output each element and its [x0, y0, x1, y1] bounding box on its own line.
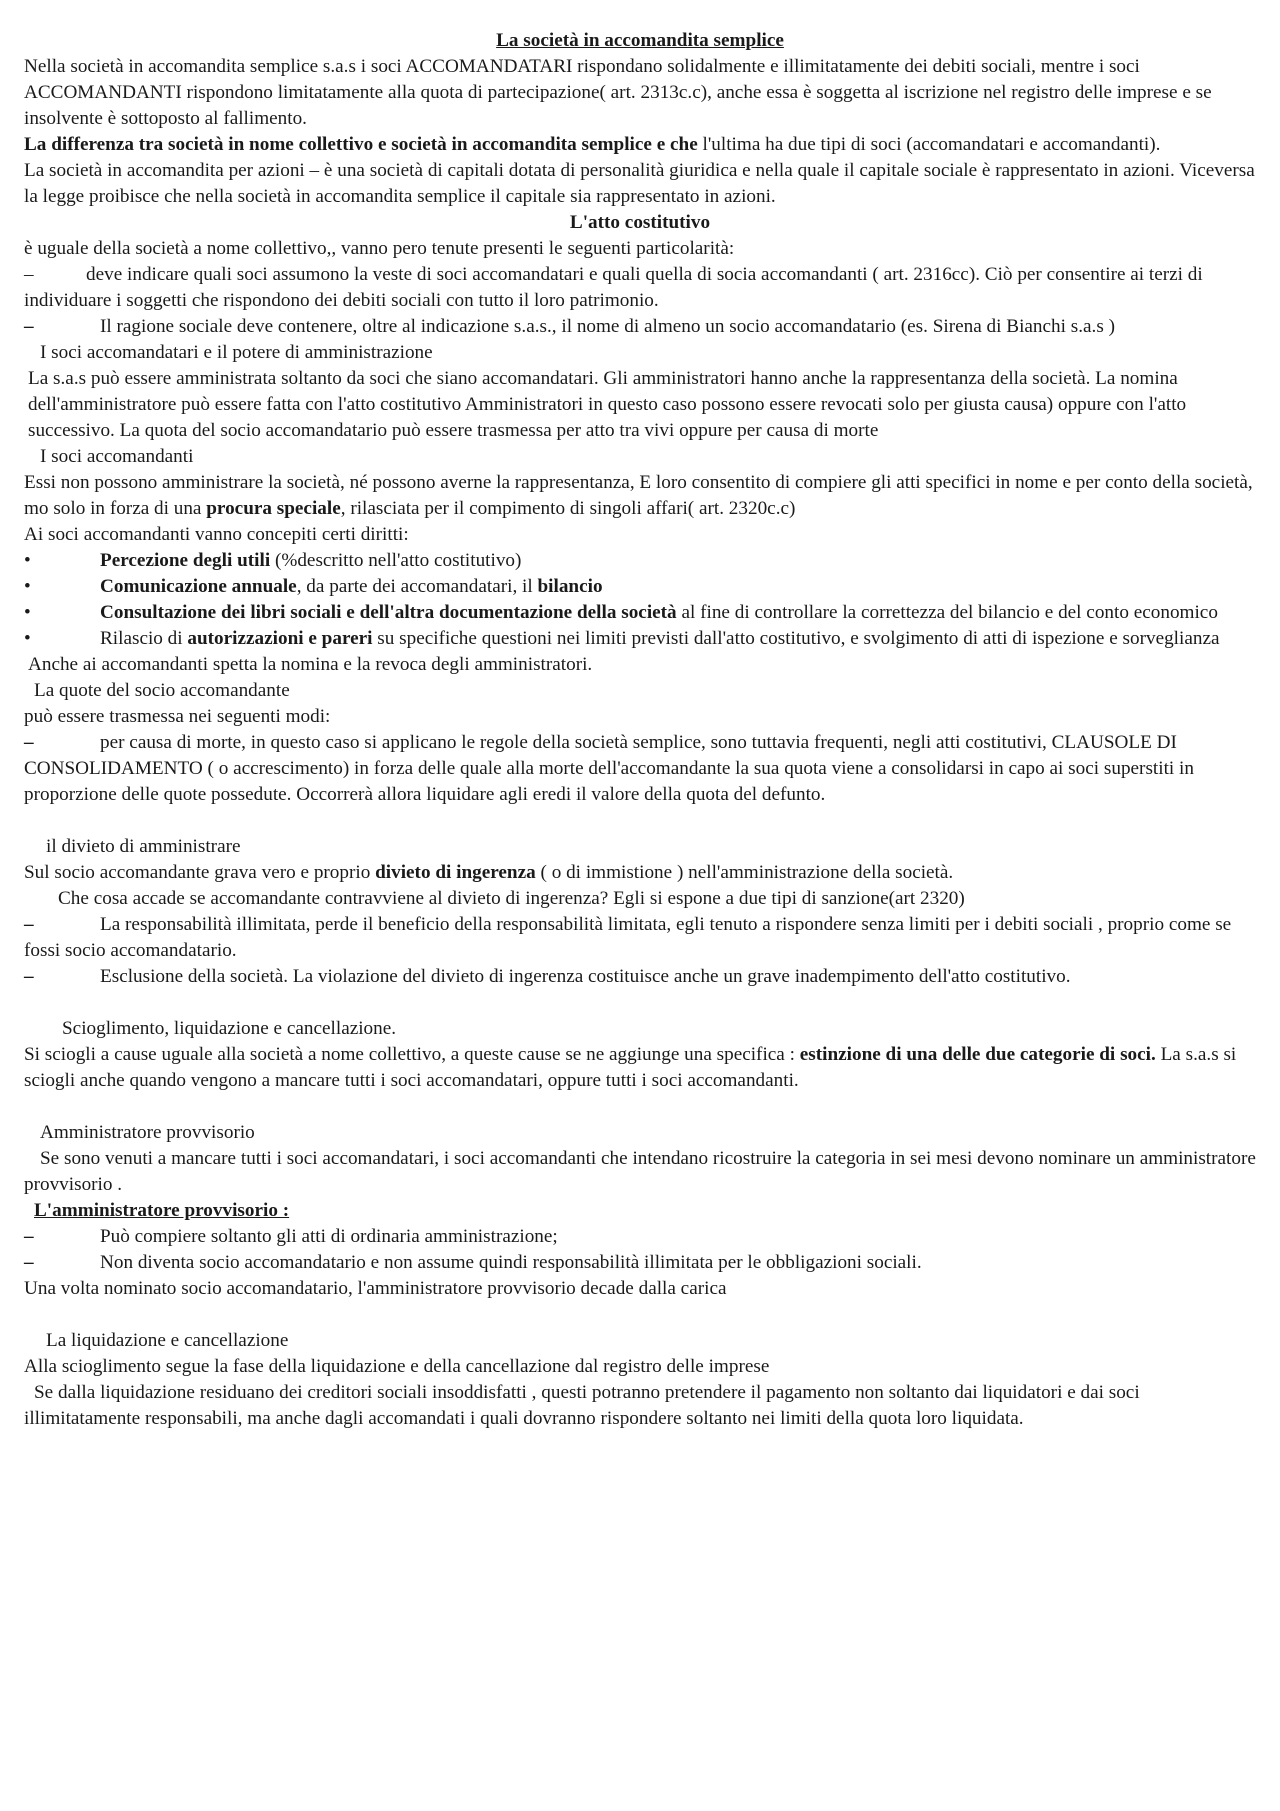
bullet-marker: •	[24, 602, 31, 623]
scioglimento-text	[24, 1042, 1256, 1094]
right-2-bold: Comunicazione annuale	[100, 576, 297, 597]
provvisorio-text: Se sono venuti a mancare tutti i soci accomandatari, i soci accomandanti che intendano ricostruire la categoria in sei mesi devono nominare un amministratore provvisorio .	[24, 1148, 1256, 1195]
spacer	[24, 808, 1256, 834]
right-4-pre: Rilascio di	[100, 628, 188, 649]
quote-item-text: per causa di morte, in questo caso si applicano le regole della società semplice, sono tuttavia frequenti, negli atti costitutivi, CLAUSOLE DI CONSOLIDAMENTO ( o accrescimento) in forza delle quale alla morte dell'accomandante la sua quota viene a consolidarsi in capo ai soci superstiti in proporzione delle quote possedute. Occorrerà allora liquidare agli eredi il valore della quota del defunto.	[24, 732, 1194, 805]
scioglimento-text-a: Si sciogli a cause uguale alla società a nome collettivo, a queste cause se ne aggiunge una specifica :	[24, 1044, 800, 1065]
provvisorio-closing: Una volta nominato socio accomandatario, l'amministratore provvisorio decade dalla carica	[24, 1278, 727, 1299]
bullet-marker: •	[24, 550, 31, 571]
provvisorio-subheading: L'amministratore provvisorio :	[34, 1200, 290, 1221]
divieto-question: Che cosa accade se accomandante contravviene al divieto di ingerenza? Egli si espone a due tipi di sanzione(art 2320)	[58, 888, 965, 909]
bullet-marker: •	[24, 576, 31, 597]
divieto-text	[24, 860, 1256, 886]
provvisorio-item-1	[24, 1224, 1256, 1250]
nomina-text: Anche ai accomandanti spetta la nomina e la revoca degli amministratori.	[28, 654, 593, 675]
difference-bold: La differenza tra società in nome collettivo e società in accomandita semplice e che	[24, 134, 698, 155]
divieto-text-b: ( o di immistione ) nell'amministrazione della società.	[535, 862, 954, 883]
spacer	[24, 1302, 1256, 1328]
rights-intro: Ai soci accomandanti vanno concepiti certi diritti:	[24, 524, 409, 545]
dash-marker: –	[24, 966, 34, 987]
quote-intro: può essere trasmessa nei seguenti modi:	[24, 706, 331, 727]
document-title: La società in accomandita semplice	[496, 30, 784, 51]
dash-marker: –	[24, 914, 34, 935]
right-4-bold: autorizzazioni e pareri	[187, 628, 373, 649]
right-1-bold: Percezione degli utili	[100, 550, 271, 571]
sanction-item-1	[24, 912, 1256, 964]
divieto-heading: il divieto di amministrare	[46, 836, 241, 857]
scioglimento-heading: Scioglimento, liquidazione e cancellazione.	[62, 1018, 397, 1039]
accomandanti-text-a: Essi non possono amministrare la società, né possono averne la rappresentanza, E loro consentito di compiere gli atti specifici in nome e per conto della società, mo solo in forza di una	[24, 472, 1253, 519]
atto-intro: è uguale della società a nome collettivo,, vanno pero tenute presenti le seguenti particolarità:	[24, 238, 735, 259]
spacer	[24, 990, 1256, 1016]
right-3-rest: al fine di controllare la correttezza del bilancio e del conto economico	[676, 602, 1218, 623]
bullet-marker: •	[24, 628, 31, 649]
atto-item-2	[24, 314, 1256, 340]
accomandanti-text	[24, 470, 1256, 522]
right-item-3	[24, 600, 1256, 626]
provvisorio-item-1-text: Può compiere soltanto gli atti di ordinaria amministrazione;	[100, 1226, 558, 1247]
sanction-2-text: Esclusione della società. La violazione del divieto di ingerenza costituisce anche un grave inadempimento dell'atto costitutivo.	[100, 966, 1071, 987]
accomandanti-heading: I soci accomandanti	[40, 446, 194, 467]
dash-marker: –	[24, 316, 34, 337]
atto-item-2-text: Il ragione sociale deve contenere, oltre al indicazione s.a.s., il nome di almeno un socio accomandatario (es. Sirena di Bianchi s.a.s )	[100, 316, 1115, 337]
quote-heading: La quote del socio accomandante	[34, 680, 290, 701]
dash-marker: –	[24, 264, 34, 285]
liquidazione-text-2: Se dalla liquidazione residuano dei creditori sociali insoddisfatti , questi potranno pretendere il pagamento non soltanto dai liquidatori e dai soci illimitatamente responsabili, ma anche dagli accomandati i quali dovranno rispondere soltanto nei limiti della quota loro liquidata.	[24, 1382, 1140, 1429]
divieto-bold: divieto di ingerenza	[375, 862, 536, 883]
atto-item-1	[24, 262, 1256, 314]
liquidazione-heading: La liquidazione e cancellazione	[46, 1330, 289, 1351]
provvisorio-item-2-text: Non diventa socio accomandatario e non assume quindi responsabilità illimitata per le obbligazioni sociali.	[100, 1252, 922, 1273]
dash-marker: –	[24, 1252, 34, 1273]
quote-item	[24, 730, 1256, 808]
dash-marker: –	[24, 732, 34, 753]
provvisorio-heading: Amministratore provvisorio	[40, 1122, 255, 1143]
sanction-item-2	[24, 964, 1256, 990]
liquidazione-text-1: Alla scioglimento segue la fase della liquidazione e della cancellazione dal registro delle imprese	[24, 1356, 770, 1377]
accomandatari-heading: I soci accomandatari e il potere di amministrazione	[40, 342, 433, 363]
dash-marker: –	[24, 1226, 34, 1247]
accomandatari-text: La s.a.s può essere amministrata soltanto da soci che siano accomandatari. Gli amministratori hanno anche la rappresentanza della società. La nomina dell'amministratore può essere fatta con l'atto costitutivo Amministratori in questo caso possono essere revocati solo per giusta causa) oppure con l'atto successivo. La quota del socio accomandatario può essere trasmessa per atto tra vivi oppure per causa di morte	[28, 368, 1187, 441]
sapa-paragraph: La società in accomandita per azioni – è una società di capitali dotata di personalità giuridica e nella quale il capitale sociale è rappresentato in azioni. Viceversa la legge proibisce che nella società in accomandita semplice il capitale sia rappresentato in azioni.	[24, 160, 1255, 207]
provvisorio-item-2	[24, 1250, 1256, 1276]
scioglimento-bold: estinzione di una delle due categorie di soci.	[799, 1044, 1156, 1065]
procura-speciale: procura speciale	[206, 498, 341, 519]
divieto-text-a: Sul socio accomandante grava vero e proprio	[24, 862, 376, 883]
atto-heading: L'atto costitutivo	[569, 212, 711, 233]
right-item-4	[24, 626, 1256, 652]
right-2-rest: , da parte dei accomandatari, il	[296, 576, 538, 597]
intro-paragraph: Nella società in accomandita semplice s.a.s i soci ACCOMANDATARI rispondano solidalmente e illimitatamente dei debiti sociali, mentre i soci ACCOMANDANTI rispondono limitatamente alla quota di partecipazione( art. 2313c.c), anche essa è soggetta al iscrizione nel registro delle imprese e se insolvente è sottoposto al fallimento.	[24, 56, 1212, 129]
difference-paragraph	[24, 132, 1256, 158]
right-item-1	[24, 548, 1256, 574]
spacer	[24, 1094, 1256, 1120]
atto-item-1-text: deve indicare quali soci assumono la veste di soci accomandatari e quali quella di socia accomandanti ( art. 2316cc). Ciò per consentire ai terzi di individuare i soggetti che rispondono dei debiti sociali con tutto il loro patrimonio.	[24, 264, 1203, 311]
accomandanti-text-b: , rilasciata per il compimento di singoli affari( art. 2320c.c)	[340, 498, 796, 519]
scioglimento-text-b: La s.a.s si sciogli anche quando vengono a mancare tutti i soci accomandatari, oppure tutti i soci accomandanti.	[24, 1044, 1237, 1091]
right-4-rest: su specifiche questioni nei limiti previsti dall'atto costitutivo, e svolgimento di atti di ispezione e sorveglianza	[372, 628, 1220, 649]
right-item-2	[24, 574, 1256, 600]
difference-rest: l'ultima ha due tipi di soci (accomandatari e accomandanti).	[697, 134, 1161, 155]
sanction-1-text: La responsabilità illimitata, perde il beneficio della responsabilità limitata, egli tenuto a rispondere senza limiti per i debiti sociali , proprio come se fossi socio accomandatario.	[24, 914, 1232, 961]
right-1-rest: (%descritto nell'atto costitutivo)	[270, 550, 522, 571]
right-3-bold: Consultazione dei libri sociali e dell'altra documentazione della società	[100, 602, 677, 623]
right-2-bold2: bilancio	[537, 576, 603, 597]
